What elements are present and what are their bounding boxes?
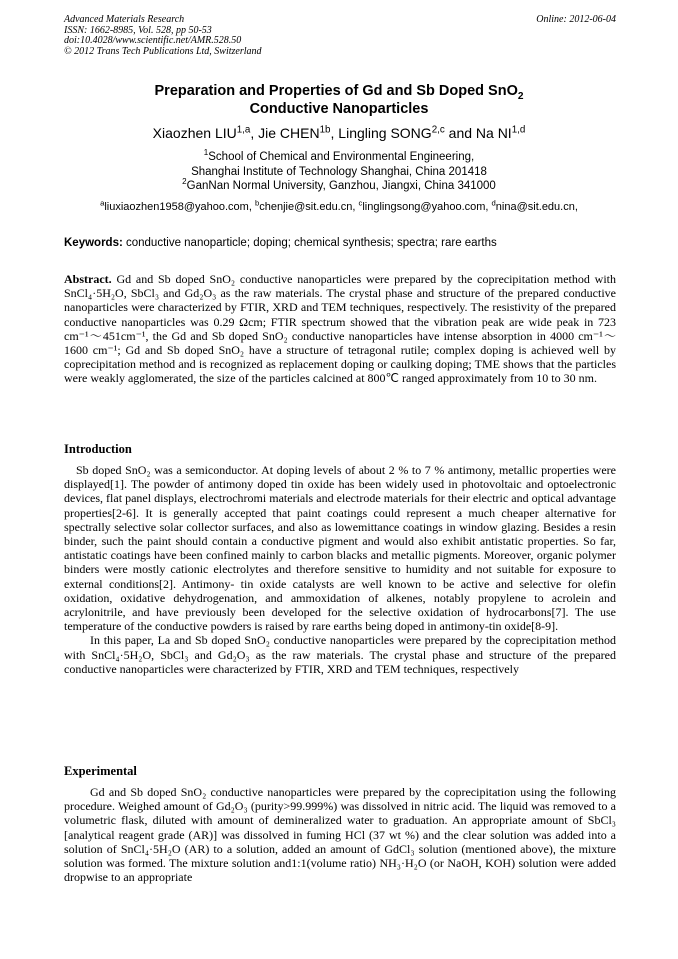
experimental-paragraph: Gd and Sb doped SnO₂ conductive nanoparticles were prepared by the coprecipitation using the following procedure. Weighed amount of Gd₂O₃ (purity>99.999%) was dissolved in nitric acid. The liquid was removed to a volumetric flask, diluted with amount of demineralized water to graduation. An appropriate amount of SbCl₃ [analytical reagent grade (AR)] was dissolved in fuming HCl (37 wt %) and the clear solution was added into a solution of SnCl₄·5H₂O (AR) to a solution, added an amount of GdCl₃ solution (mentioned above), the mixture solution was formed. The mixture solution and1:1(volume ratio) NH₃·H₂O (or NaOH, KOH) solution were added dropwise to an appropriate bbox=[64, 785, 616, 885]
journal-name: Advanced Materials Research bbox=[64, 14, 185, 25]
title-line1: Preparation and Properties of Gd and Sb Doped SnO bbox=[154, 83, 518, 99]
online-date: Online: 2012-06-04 bbox=[536, 14, 616, 25]
email: liuxiaozhen1958@yahoo.com, bbox=[104, 201, 255, 213]
email-sup: b bbox=[254, 198, 260, 208]
affiliation-text: School of Chemical and Environmental Engineering, bbox=[208, 151, 475, 163]
email: linglingsong@yahoo.com, bbox=[362, 201, 492, 213]
email-sup: d bbox=[491, 198, 496, 208]
introduction-body bbox=[64, 463, 616, 676]
section-heading-introduction: Introduction bbox=[64, 442, 132, 456]
author-name: Na NI bbox=[475, 125, 512, 141]
keywords bbox=[64, 236, 616, 250]
intro-paragraph: Sb doped SnO₂ was a semiconductor. At doping levels of about 2 % to 7 % antimony, metallic properties were displayed[1]. The powder of antimony doped tin oxide has been widely used in photovoltaic and optoelectronic devices, flat panel displays, electrochromi materials and electrode materials for their electric and optical advantage properties[2-6]. It is generally accepted that paint coatings could represent a much cheaper alternative for spectrally selective solar collector surfaces, and also as lowemittance coatings in window glazing. Besides a resin binder, such the paint should contain a conductive pigment and would also exhibit antistatic properties. So far, antistatic coatings have been confined mainly to carbon blacks and metallic pigments. Moreover, organic polymer binders were mostly cationic electrolytes and therefore sensitive to humidity and not suitable for exposure to external conditions[2]. Antimony- tin oxide catalysts are well known to be active and selective for olefin oxidation, oxidative dehydrogenation, and ammoxidation of alkenes, notably propylene to acrolein and acrylonitrile, and have previously been developed for the selective oxidation of hydrocarbons[7]. The use temperature of the conductive powders is raised by rare earths being doped in antimony-tin oxide[8-9]. bbox=[64, 463, 616, 634]
affiliation-text: GanNan Normal University, Ganzhou, Jiangxi, China 341000 bbox=[186, 180, 496, 192]
keywords-label: Keywords: bbox=[64, 237, 123, 249]
doi: doi:10.4028/www.scientific.net/AMR.528.50 bbox=[64, 35, 242, 46]
email-sup: a bbox=[100, 198, 105, 208]
author-name: Lingling SONG bbox=[338, 125, 432, 141]
title-subscript: 2 bbox=[517, 90, 524, 102]
affiliation-line bbox=[0, 150, 678, 165]
author-list bbox=[0, 124, 678, 142]
abstract bbox=[64, 272, 616, 386]
author-name: Xiaozhen LIU bbox=[152, 125, 237, 141]
abstract-label: Abstract. bbox=[64, 272, 112, 286]
author-sep: , bbox=[330, 125, 339, 141]
issn: ISSN: 1662-8985, Vol. 528, pp 50-53 bbox=[64, 24, 212, 36]
copyright: © 2012 Trans Tech Publications Ltd, Switzerland bbox=[64, 45, 262, 57]
affiliation-text: Shanghai Institute of Technology Shanghai, China 201418 bbox=[191, 165, 487, 178]
email: nina@sit.edu.cn, bbox=[495, 201, 578, 213]
affiliation-line bbox=[0, 165, 678, 180]
author-name: Jie CHEN bbox=[258, 125, 320, 141]
experimental-body bbox=[64, 785, 616, 884]
author-sup: 1b bbox=[319, 124, 331, 136]
author-sup: 2,c bbox=[431, 124, 445, 136]
title-line2: Conductive Nanoparticles bbox=[249, 101, 429, 117]
author-sup: 1,a bbox=[236, 124, 251, 136]
affiliation-sup: 1 bbox=[203, 148, 209, 158]
keywords-text: conductive nanoparticle; doping; chemical synthesis; spectra; rare earths bbox=[122, 237, 497, 249]
paper-title bbox=[0, 82, 678, 118]
affiliation-sup: 2 bbox=[182, 177, 187, 187]
affiliations bbox=[0, 150, 678, 194]
author-sep: , bbox=[250, 125, 259, 141]
author-sep: and bbox=[444, 125, 476, 141]
intro-paragraph: In this paper, La and Sb doped SnO₂ conductive nanoparticles were prepared by the coprecipitation method with SnCl₄·5H₂O, SbCl₃ and Gd₂O₃ as the raw materials. The crystal phase and structure of the prepared conductive nanoparticles were characterized by FTIR, XRD and TEM techniques, respectively bbox=[64, 633, 616, 676]
journal-meta bbox=[64, 15, 616, 57]
abstract-text: Gd and Sb doped SnO₂ conductive nanoparticles were prepared by the coprecipitation method with SnCl₄·5H₂O, SbCl₃ and Gd₂O₃ as the raw materials. The crystal phase and structure of the prepared conductive nanoparticles were characterized by FTIR, XRD and TEM techniques, respectively. The resistivity of the prepared conductive nanoparticles was 0.29 Ωcm; FTIR spectrum showed that the vibration peak are wide peak in 723 cm⁻¹～451cm⁻¹, the Gd and Sb doped SnO₂ conductive nanoparticles have intense absorption in 4000 cm⁻¹～1600 cm⁻¹; Gd and Sb doped SnO₂ have a structure of tetragonal rutile; complex doping is achieved well by coprecipitation method and is recognized as replacement doping or caulking doping; TME shows that the particles were weakly agglomerated, the size of the particles calcined at 800℃ ranged approximately from 10 to 30 nm. bbox=[64, 272, 616, 386]
email: chenjie@sit.edu.cn, bbox=[259, 201, 359, 213]
email-list bbox=[0, 200, 678, 214]
author-sup: 1,d bbox=[511, 124, 526, 136]
email-sup: c bbox=[358, 198, 363, 208]
section-heading-experimental: Experimental bbox=[64, 764, 137, 778]
affiliation-line bbox=[0, 179, 678, 194]
